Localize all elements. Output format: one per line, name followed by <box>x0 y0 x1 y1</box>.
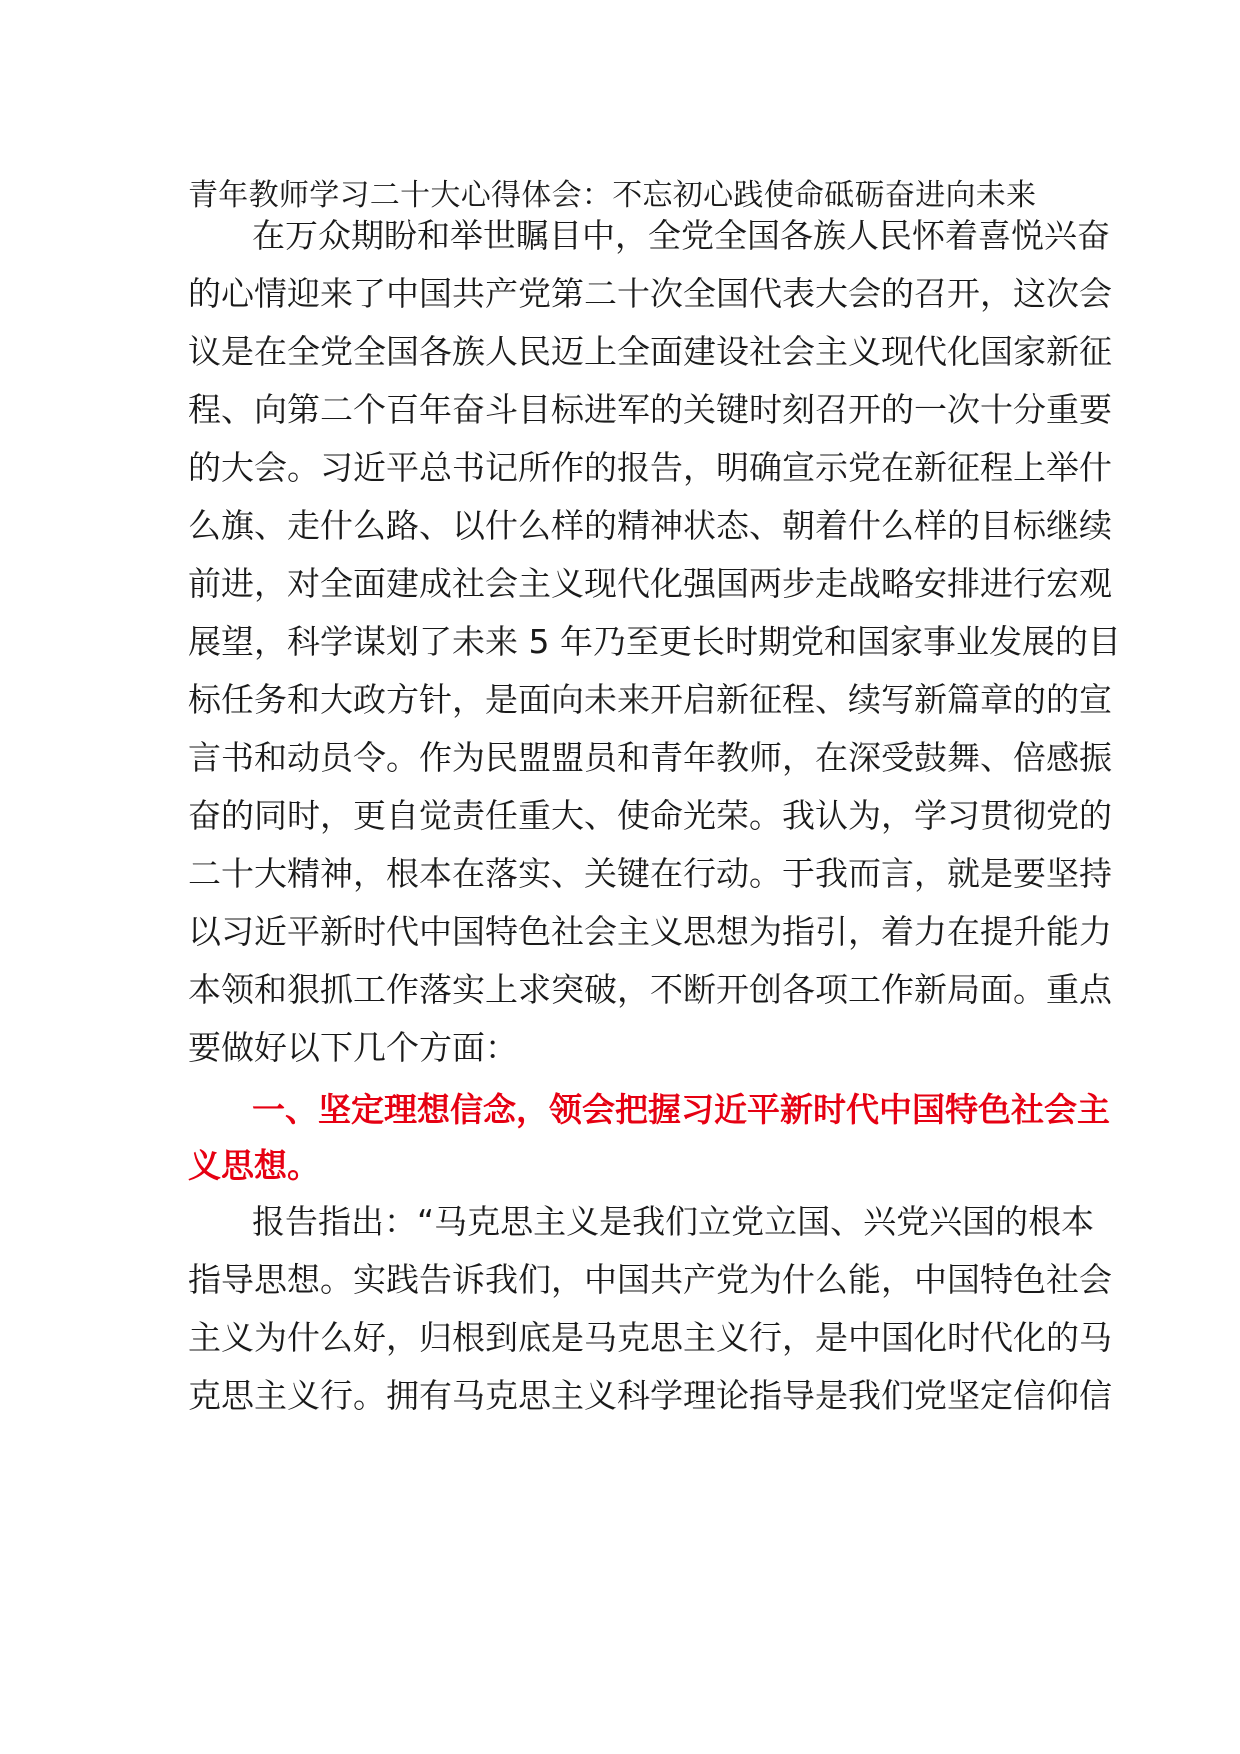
section-heading-1-line-1: 一、坚定理想信念，领会把握习近平新时代中国特色社会主 <box>252 1090 1110 1129</box>
paragraph-2-line-2: 指导思想。实践告诉我们，中国共产党为什么能，中国特色社会 <box>188 1260 1112 1299</box>
paragraph-1-line-6: 么旗、走什么路、以什么样的精神状态、朝着什么样的目标继续 <box>188 506 1112 545</box>
paragraph-1-line-11: 奋的同时，更自觉责任重大、使命光荣。我认为，学习贯彻党的 <box>188 796 1112 835</box>
paragraph-1-line-4: 程、向第二个百年奋斗目标进军的关键时刻召开的一次十分重要 <box>188 390 1112 429</box>
paragraph-1-line-1: 在万众期盼和举世瞩目中，全党全国各族人民怀着喜悦兴奋 <box>252 216 1110 255</box>
paragraph-1-line-14: 本领和狠抓工作落实上求突破，不断开创各项工作新局面。重点 <box>188 970 1112 1009</box>
paragraph-1-line-2: 的心情迎来了中国共产党第二十次全国代表大会的召开，这次会 <box>188 274 1112 313</box>
paragraph-1-line-3: 议是在全党全国各族人民迈上全面建设社会主义现代化国家新征 <box>188 332 1112 371</box>
paragraph-2-line-1: 报告指出：“马克思主义是我们立党立国、兴党兴国的根本 <box>252 1202 1095 1241</box>
paragraph-1-line-7: 前进，对全面建成社会主义现代化强国两步走战略安排进行宏观 <box>188 564 1112 603</box>
paragraph-1-line-12: 二十大精神，根本在落实、关键在行动。于我而言，就是要坚持 <box>188 854 1112 893</box>
paragraph-1-line-8: 展望，科学谋划了未来 5 年乃至更长时期党和国家事业发展的目 <box>188 622 1121 661</box>
paragraph-1-line-13: 以习近平新时代中国特色社会主义思想为指引，着力在提升能力 <box>188 912 1112 951</box>
paragraph-2-line-4: 克思主义行。拥有马克思主义科学理论指导是我们党坚定信仰信 <box>188 1376 1112 1415</box>
paragraph-1-line-15: 要做好以下几个方面： <box>188 1028 518 1067</box>
paragraph-2-line-3: 主义为什么好，归根到底是马克思主义行，是中国化时代化的马 <box>188 1318 1112 1357</box>
section-heading-1-line-2: 义思想。 <box>188 1146 320 1185</box>
paragraph-1-line-5: 的大会。习近平总书记所作的报告，明确宣示党在新征程上举什 <box>188 448 1112 487</box>
paragraph-1-line-10: 言书和动员令。作为民盟盟员和青年教师，在深受鼓舞、倍感振 <box>188 738 1112 777</box>
document-title: 青年教师学习二十大心得体会：不忘初心践使命砥砺奋进向未来 <box>188 178 1037 213</box>
paragraph-1-line-9: 标任务和大政方针，是面向未来开启新征程、续写新篇章的的宣 <box>188 680 1112 719</box>
